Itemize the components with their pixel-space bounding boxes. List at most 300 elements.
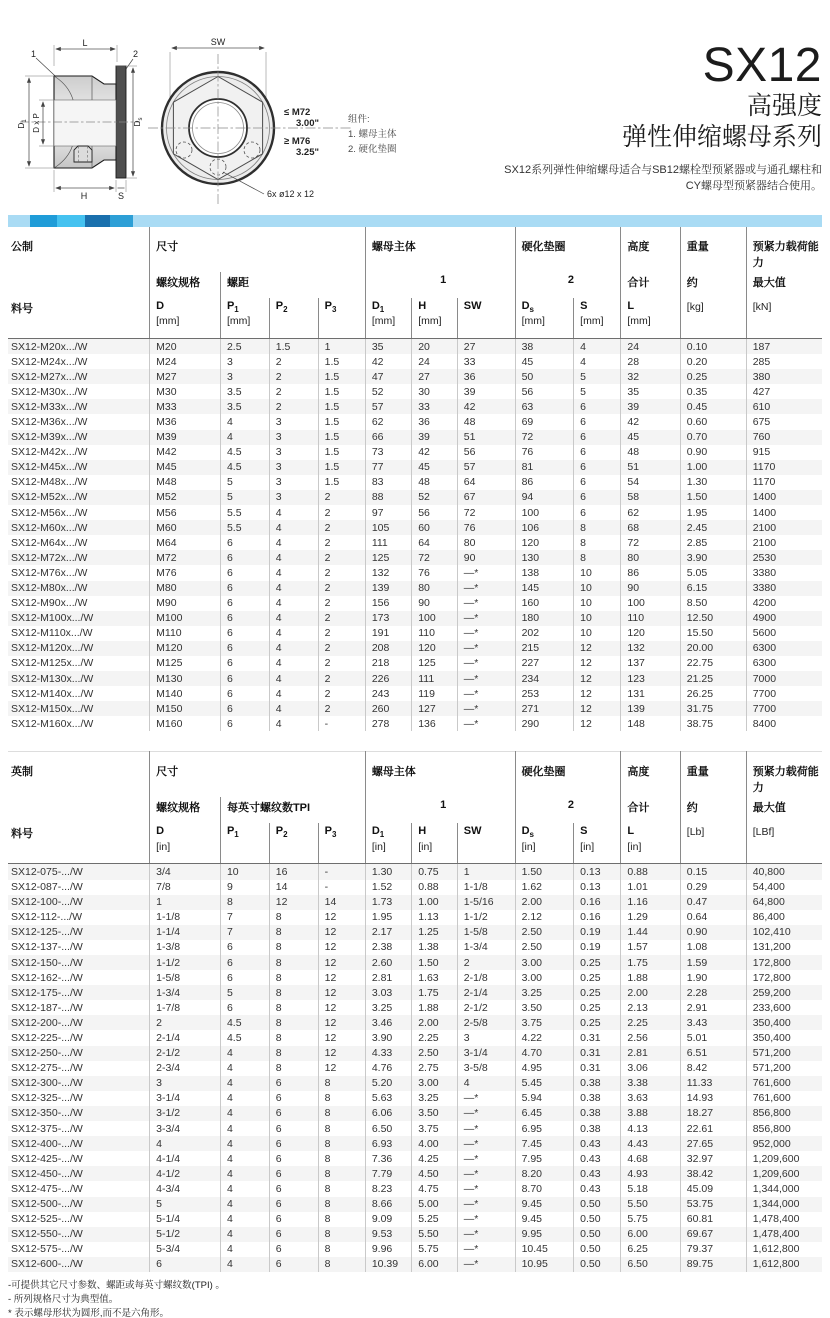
table-cell: 4900: [746, 611, 822, 626]
subtitle-line2: 弹性伸缩螺母系列: [621, 122, 822, 151]
table-cell: 8: [269, 1061, 318, 1076]
dim-sw-label: SW: [210, 37, 226, 47]
table-cell: 4-1/4: [150, 1151, 221, 1166]
table-cell: 1170: [746, 475, 822, 490]
table-cell: 3: [269, 414, 318, 429]
table-cell: 102,410: [746, 925, 822, 940]
col-h: H [in]: [412, 823, 458, 864]
table-cell: 8.50: [680, 596, 746, 611]
table-cell: 4: [220, 430, 269, 445]
table-cell: M130: [150, 671, 221, 686]
table-cell: 8: [318, 1257, 365, 1272]
table-cell: 1.08: [680, 940, 746, 955]
part-number-cell: SX12-M24x.../W: [11, 355, 88, 368]
table-cell: 1.13: [412, 910, 458, 925]
total-label: 合计: [621, 797, 680, 823]
part-number-cell: SX12-200-.../W: [11, 1016, 83, 1029]
table-cell: 1-5/8: [457, 925, 515, 940]
part-number-cell: SX12-250-.../W: [11, 1047, 83, 1060]
part-number-cell: SX12-300-.../W: [11, 1077, 83, 1090]
table-cell: 0.25: [574, 985, 621, 1000]
table-cell: 4: [574, 354, 621, 369]
table-cell: 2: [318, 641, 365, 656]
table-cell: 5600: [746, 626, 822, 641]
imperial-table-body: [8, 864, 822, 1272]
table-cell: 253: [515, 686, 574, 701]
table-cell: 14.93: [680, 1091, 746, 1106]
table-cell: 5: [220, 490, 269, 505]
table-row: [8, 1076, 822, 1091]
table-cell: 10.39: [365, 1257, 411, 1272]
table-cell: 4: [269, 535, 318, 550]
table-cell: 6300: [746, 641, 822, 656]
table-cell: 218: [365, 656, 411, 671]
table-cell: 2: [150, 1015, 221, 1030]
part-number-cell: SX12-M60x.../W: [11, 521, 88, 534]
table-cell: 3-1/4: [457, 1046, 515, 1061]
table-cell: 0.88: [621, 864, 680, 880]
table-cell: 4: [220, 1061, 269, 1076]
table-cell: 12: [574, 641, 621, 656]
table-cell: 2100: [746, 520, 822, 535]
table-cell: 0.43: [574, 1136, 621, 1151]
table-cell: 10: [574, 581, 621, 596]
table-cell: 110: [412, 626, 458, 641]
table-cell: 139: [621, 701, 680, 716]
table-cell: 119: [412, 686, 458, 701]
table-cell: 4.33: [365, 1046, 411, 1061]
table-cell: 226: [365, 671, 411, 686]
table-cell: 1.50: [515, 864, 574, 880]
table-cell: 1-3/4: [457, 940, 515, 955]
table-cell: 760: [746, 430, 822, 445]
table-cell: 7700: [746, 701, 822, 716]
table-cell: 2.00: [515, 895, 574, 910]
table-cell: 7.45: [515, 1136, 574, 1151]
table-row: [8, 1242, 822, 1257]
table-cell: 0.13: [574, 880, 621, 895]
table-cell: 16: [269, 864, 318, 880]
table-cell: 3: [220, 354, 269, 369]
table-cell: 8: [269, 955, 318, 970]
table-cell: 100: [515, 505, 574, 520]
table-cell: 761,600: [746, 1091, 822, 1106]
table-cell: 48: [457, 414, 515, 429]
table-cell: 8: [269, 940, 318, 955]
table-cell: 6: [574, 505, 621, 520]
max-label: 最大值: [746, 272, 822, 298]
table-cell: 76: [457, 520, 515, 535]
part-number-cell: SX12-162-.../W: [11, 971, 83, 984]
table-cell: 1,344,000: [746, 1197, 822, 1212]
table-cell: 1,209,600: [746, 1151, 822, 1166]
table-cell: 5-1/2: [150, 1227, 221, 1242]
table-cell: 6: [269, 1166, 318, 1181]
table-cell: M45: [150, 460, 221, 475]
table-row: [8, 505, 822, 520]
table-cell: 9.09: [365, 1212, 411, 1227]
table-cell: 30: [412, 384, 458, 399]
table-cell: 6: [220, 686, 269, 701]
table-cell: 6: [220, 970, 269, 985]
table-cell: 1.5: [318, 399, 365, 414]
units-system-label: 英制: [11, 766, 33, 779]
table-cell: 6: [220, 671, 269, 686]
table-cell: 6: [574, 430, 621, 445]
table-cell: 9.45: [515, 1197, 574, 1212]
part-number-cell: SX12-425-.../W: [11, 1152, 83, 1165]
table-cell: 5.00: [412, 1197, 458, 1212]
table-cell: 1-5/8: [150, 970, 221, 985]
dim-ds-label: $D_s$: [132, 117, 144, 127]
table-cell: 3.00: [515, 970, 574, 985]
table-cell: 1.63: [412, 970, 458, 985]
col-p3: $P_3$: [318, 298, 365, 339]
table-cell: 0.25: [574, 1015, 621, 1030]
table-cell: 6: [269, 1257, 318, 1272]
dim-h-label: H: [80, 191, 88, 201]
table-cell: 7/8: [150, 880, 221, 895]
table-cell: 0.90: [680, 445, 746, 460]
component-1-label: 1: [365, 797, 515, 823]
part-number-cell: SX12-187-.../W: [11, 1001, 83, 1014]
table-cell: 27: [412, 369, 458, 384]
table-cell: 42: [412, 445, 458, 460]
table-cell: M76: [150, 565, 221, 580]
accent-segment: [30, 215, 57, 227]
table-cell: 0.25: [680, 369, 746, 384]
col-d1: $D_1$ [in]: [365, 823, 411, 864]
table-cell: 3.90: [680, 550, 746, 565]
table-cell: 6: [220, 716, 269, 731]
table-cell: 6: [269, 1197, 318, 1212]
table-row: [8, 1091, 822, 1106]
part-number-cell: SX12-M30x.../W: [11, 385, 88, 398]
part-number-cell: SX12-M52x.../W: [11, 491, 88, 504]
table-cell: 1.88: [412, 1000, 458, 1015]
table-cell: 72: [457, 505, 515, 520]
table-cell: M80: [150, 581, 221, 596]
group-nut-body: 螺母主体: [365, 227, 515, 272]
table-cell: 1: [318, 339, 365, 355]
table-cell: 3.03: [365, 985, 411, 1000]
table-cell: 0.25: [574, 970, 621, 985]
table-cell: 4: [220, 1166, 269, 1181]
table-cell: 2-1/2: [457, 1000, 515, 1015]
table-cell: 12.50: [680, 611, 746, 626]
table-cell: 12: [574, 701, 621, 716]
table-cell: M20: [150, 339, 221, 355]
table-row: [8, 490, 822, 505]
table-cell: 52: [412, 490, 458, 505]
table-cell: 28: [621, 354, 680, 369]
table-cell: -: [318, 864, 365, 880]
table-cell: 6.25: [621, 1242, 680, 1257]
part-number-cell: SX12-525-.../W: [11, 1213, 83, 1226]
table-cell: 1,478,400: [746, 1212, 822, 1227]
table-row: [8, 1046, 822, 1061]
table-cell: 2.45: [680, 520, 746, 535]
tpi-label: 每英寸螺纹数TPI: [220, 797, 365, 823]
table-cell: 2.60: [365, 955, 411, 970]
table-cell: 0.25: [574, 955, 621, 970]
thread-spec-label: 螺纹规格: [150, 797, 221, 823]
table-cell: 202: [515, 626, 574, 641]
table-cell: 1.01: [621, 880, 680, 895]
table-cell: 0.16: [574, 910, 621, 925]
table-cell: 137: [621, 656, 680, 671]
table-cell: 12: [318, 955, 365, 970]
thread-spec-label: 螺纹规格: [150, 272, 221, 298]
table-cell: 120: [412, 641, 458, 656]
table-cell: 3.25: [365, 1000, 411, 1015]
table-cell: 1,344,000: [746, 1181, 822, 1196]
table-cell: 2.38: [365, 940, 411, 955]
table-cell: 1-3/8: [150, 940, 221, 955]
table-cell: 12: [574, 671, 621, 686]
table-cell: 675: [746, 414, 822, 429]
table-cell: 1.50: [680, 490, 746, 505]
dim-l-label: L: [82, 38, 88, 48]
thread-small-inch-label: 3.00": [296, 118, 319, 129]
table-cell: 1-1/8: [150, 910, 221, 925]
table-cell: 8.23: [365, 1181, 411, 1196]
table-cell: 0.43: [574, 1181, 621, 1196]
component-legend: [348, 112, 397, 158]
table-cell: 21.25: [680, 671, 746, 686]
table-cell: 5.05: [680, 565, 746, 580]
table-cell: 3.63: [621, 1091, 680, 1106]
table-cell: 10.95: [515, 1257, 574, 1272]
table-cell: 5.01: [680, 1030, 746, 1045]
table-cell: 4: [269, 611, 318, 626]
part-number-cell: SX12-350-.../W: [11, 1107, 83, 1120]
table-cell: 5.18: [621, 1181, 680, 1196]
dim-s-label: S: [117, 191, 125, 201]
table-cell: 0.13: [574, 864, 621, 880]
table-cell: 8: [269, 1015, 318, 1030]
table-cell: 285: [746, 354, 822, 369]
table-cell: 9.45: [515, 1212, 574, 1227]
table-cell: 8: [318, 1212, 365, 1227]
table-cell: 215: [515, 641, 574, 656]
table-cell: 260: [365, 701, 411, 716]
table-cell: 1.16: [621, 895, 680, 910]
table-cell: 4.5: [220, 1015, 269, 1030]
table-cell: 6: [220, 550, 269, 565]
table-cell: 187: [746, 339, 822, 355]
table-cell: 2.81: [621, 1046, 680, 1061]
table-cell: 3.75: [412, 1121, 458, 1136]
approx-label: 约: [680, 272, 746, 298]
table-cell: 145: [515, 581, 574, 596]
table-cell: 5.5: [220, 520, 269, 535]
table-cell: M160: [150, 716, 221, 731]
table-cell: 3.43: [680, 1015, 746, 1030]
footnote-3: * 表示螺母形状为圆形,而不是六角形。: [8, 1307, 169, 1318]
group-hardened-washer: 硬化垫圈: [515, 752, 621, 798]
table-cell: 2: [269, 369, 318, 384]
table-cell: M150: [150, 701, 221, 716]
table-cell: 3: [269, 430, 318, 445]
table-cell: 5: [220, 985, 269, 1000]
table-cell: 54,400: [746, 880, 822, 895]
table-cell: 48: [412, 475, 458, 490]
table-cell: 2-1/4: [150, 1030, 221, 1045]
table-row: [8, 384, 822, 399]
part-number-cell: SX12-M56x.../W: [11, 506, 88, 519]
table-cell: 5.45: [515, 1076, 574, 1091]
table-cell: 5: [574, 369, 621, 384]
part-number-cell: SX12-M45x.../W: [11, 461, 88, 474]
table-row: [8, 445, 822, 460]
table-cell: 761,600: [746, 1076, 822, 1091]
table-cell: 79.37: [680, 1242, 746, 1257]
group-height: 高度: [621, 752, 680, 798]
dim-dxp-label: D x P: [32, 113, 41, 133]
table-cell: 427: [746, 384, 822, 399]
table-row: [8, 430, 822, 445]
table-cell: 4.5: [220, 460, 269, 475]
table-cell: 8: [318, 1181, 365, 1196]
subgroup-header-row: [8, 797, 822, 823]
footnote-1: -可提供其它尺寸参数、螺距或每英寸螺纹数(TPI) 。: [8, 1279, 225, 1291]
table-cell: 5-1/4: [150, 1212, 221, 1227]
table-cell: 8.42: [680, 1061, 746, 1076]
table-row: [8, 1257, 822, 1272]
table-cell: 8: [318, 1166, 365, 1181]
table-cell: 130: [515, 550, 574, 565]
table-cell: 12: [318, 1046, 365, 1061]
table-cell: 90: [621, 581, 680, 596]
max-label: 最大值: [746, 797, 822, 823]
part-number-cell: SX12-M110x.../W: [11, 627, 93, 640]
column-header-row: [8, 298, 822, 339]
part-number-cell: SX12-225-.../W: [11, 1031, 83, 1044]
table-cell: 0.45: [680, 399, 746, 414]
table-cell: 6: [574, 399, 621, 414]
table-cell: 123: [621, 671, 680, 686]
table-cell: 100: [412, 611, 458, 626]
table-row: [8, 970, 822, 985]
table-cell: 6: [574, 475, 621, 490]
table-cell: 6: [220, 535, 269, 550]
table-cell: 6.50: [621, 1257, 680, 1272]
table-cell: 4.00: [412, 1136, 458, 1151]
table-cell: 3: [269, 475, 318, 490]
table-cell: —*: [457, 641, 515, 656]
table-cell: 4.76: [365, 1061, 411, 1076]
approx-label: 约: [680, 797, 746, 823]
table-cell: 1,478,400: [746, 1227, 822, 1242]
table-cell: 72: [621, 535, 680, 550]
table-cell: 856,800: [746, 1121, 822, 1136]
col-ds: $D_s$ [mm]: [515, 298, 574, 339]
table-cell: 0.43: [574, 1166, 621, 1181]
table-cell: 64: [412, 535, 458, 550]
table-cell: 2: [318, 596, 365, 611]
col-ds: $D_s$ [in]: [515, 823, 574, 864]
table-cell: 380: [746, 369, 822, 384]
table-cell: 57: [365, 399, 411, 414]
table-cell: 1.5: [269, 339, 318, 355]
part-number-cell: SX12-475-.../W: [11, 1182, 83, 1195]
table-cell: 72: [412, 550, 458, 565]
table-cell: 10: [574, 611, 621, 626]
table-cell: 0.38: [574, 1076, 621, 1091]
table-row: [8, 1166, 822, 1181]
table-cell: 7: [220, 925, 269, 940]
table-cell: 7700: [746, 686, 822, 701]
table-cell: 2.81: [365, 970, 411, 985]
table-cell: 6: [574, 414, 621, 429]
table-cell: 42: [365, 354, 411, 369]
table-row: [8, 581, 822, 596]
table-cell: 2.75: [412, 1061, 458, 1076]
part-number-cell: SX12-125-.../W: [11, 926, 83, 939]
table-cell: 4.68: [621, 1151, 680, 1166]
table-cell: 4: [457, 1076, 515, 1091]
dim-d1-label: $D_1$: [16, 119, 28, 129]
table-cell: 5.20: [365, 1076, 411, 1091]
table-cell: 7: [220, 910, 269, 925]
table-cell: 94: [515, 490, 574, 505]
table-cell: 2-5/8: [457, 1015, 515, 1030]
table-cell: 5.5: [220, 505, 269, 520]
col-sw: SW: [457, 823, 515, 864]
table-cell: 6: [269, 1151, 318, 1166]
table-cell: 0.75: [412, 864, 458, 880]
table-cell: 6.15: [680, 581, 746, 596]
table-cell: 9: [220, 880, 269, 895]
table-cell: 4: [220, 1046, 269, 1061]
table-cell: 1.00: [412, 895, 458, 910]
table-cell: 6.95: [515, 1121, 574, 1136]
group-weight: 重量: [680, 227, 746, 272]
table-cell: 80: [412, 581, 458, 596]
table-cell: 2: [318, 535, 365, 550]
table-cell: 8: [269, 925, 318, 940]
part-number-cell: SX12-M80x.../W: [11, 582, 88, 594]
legend-heading: 组件:: [348, 114, 370, 125]
table-row: [8, 940, 822, 955]
table-cell: 4.5: [220, 1030, 269, 1045]
table-cell: 86: [515, 475, 574, 490]
table-cell: 2: [318, 611, 365, 626]
table-cell: 14: [318, 895, 365, 910]
col-sw: SW: [457, 298, 515, 339]
group-dimensions: 尺寸: [150, 752, 366, 798]
table-cell: 8: [269, 1000, 318, 1015]
table-cell: 0.15: [680, 864, 746, 880]
table-cell: 2-1/8: [457, 970, 515, 985]
table-cell: 27.65: [680, 1136, 746, 1151]
table-cell: 5: [150, 1197, 221, 1212]
table-cell: 26.25: [680, 686, 746, 701]
table-cell: 4-3/4: [150, 1181, 221, 1196]
table-cell: 4: [269, 686, 318, 701]
table-cell: 2-3/4: [150, 1061, 221, 1076]
table-cell: 12: [318, 1000, 365, 1015]
component-1-label: 1: [365, 272, 515, 298]
table-cell: 233,600: [746, 1000, 822, 1015]
table-cell: 14: [269, 880, 318, 895]
table-cell: 4: [220, 1242, 269, 1257]
table-cell: 0.88: [412, 880, 458, 895]
table-cell: 8.66: [365, 1197, 411, 1212]
part-number-cell: SX12-M76x.../W: [11, 566, 88, 579]
table-cell: 22.75: [680, 656, 746, 671]
